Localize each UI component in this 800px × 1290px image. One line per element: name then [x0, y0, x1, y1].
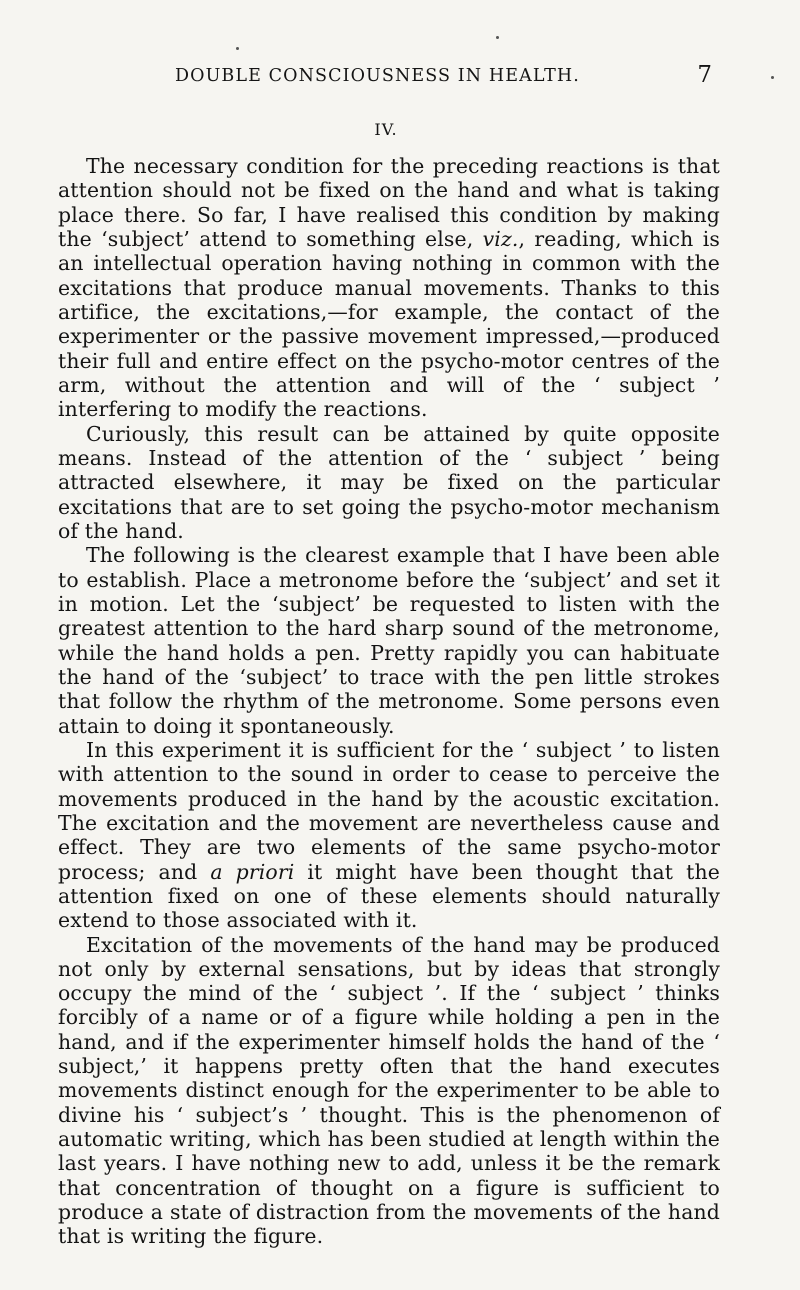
- paragraph-1-text-cont: , reading, which is an intellectual operation having nothing in common with the excitations that produce manual movements. Thanks to this artifice, the excitations,—for example, the contact of the experimenter or the passive movement impressed,—produced their full and entire effect on the psycho-motor centres of the arm, without the attention and will of the ‘ subject ’ interfering to modify the reactions.: [58, 226, 720, 422]
- paragraph-4-italic: a priori: [210, 859, 295, 884]
- paragraph-4-text-cont: it might have been thought that the attention fixed on one of these elements should naturally extend to those associated with it.: [58, 859, 720, 933]
- paragraph-4: [58, 738, 720, 933]
- paragraph-3-text: The following is the clearest example that I have been able to establish. Place a metronome before the ‘subject’ and set it in motion. Let the ‘subject’ be requested to listen with the greatest attention to the hard sharp sound of the metronome, while the hand holds a pen. Pretty rapidly you can habituate the hand of the ‘subject’ to trace with the pen little strokes that follow the rhythm of the metronome. Some persons even attain to doing it spontaneously.: [58, 543, 720, 738]
- paragraph-3: [58, 543, 720, 738]
- page-number: 7: [697, 62, 712, 88]
- speck: [496, 36, 499, 39]
- paragraph-5: [58, 933, 720, 1249]
- speck: [236, 47, 239, 50]
- paragraph-1-italic: viz.: [482, 226, 519, 251]
- running-title: DOUBLE CONSCIOUSNESS IN HEALTH.: [175, 66, 580, 86]
- paragraph-2: [58, 422, 720, 544]
- speck: [771, 76, 774, 79]
- paragraph-1-text: The necessary condition for the preceding reactions is that attention should not be fixed on the hand and what is taking place there. So far, I have realised this condition by making the ‘subject’ attend to something else,: [58, 154, 720, 251]
- paragraph-5-text: Excitation of the movements of the hand may be produced not only by external sensations, but by ideas that strongly occupy the mind of the ‘ subject ’. If the ‘ subject ’ thinks forcibly of a name or of a figure while holding a pen in the hand, and if the experimenter himself holds the hand of the ‘ subject,’ it happens pretty often that the hand executes movements distinct enough for the experimenter to be able to divine his ‘ subject’s ’ thought. This is the phenomenon of automatic writing, which has been studied at length within the last years. I have nothing new to add, unless it be the remark that concentration of thought on a figure is sufficient to produce a state of distraction from the movements of the hand that is writing the figure.: [58, 932, 720, 1249]
- paragraph-1: [58, 154, 720, 422]
- paragraph-4-text: In this experiment it is sufficient for the ‘ subject ’ to listen with attention to the sound in order to cease to perceive the movements produced in the hand by the acoustic excitation. The excitation and the movement are nevertheless cause and effect. They are two elements of the same psycho-motor process; and: [58, 737, 720, 884]
- paragraph-2-text: Curiously, this result can be attained by quite opposite means. Instead of the attention of the ‘ subject ’ being attracted elsewhere, it may be fixed on the particular excitations that are to set going the psycho-motor mechanism of the hand.: [58, 421, 720, 543]
- page-header: [60, 62, 720, 94]
- section-heading: IV.: [374, 120, 398, 139]
- body-text: [58, 154, 720, 1249]
